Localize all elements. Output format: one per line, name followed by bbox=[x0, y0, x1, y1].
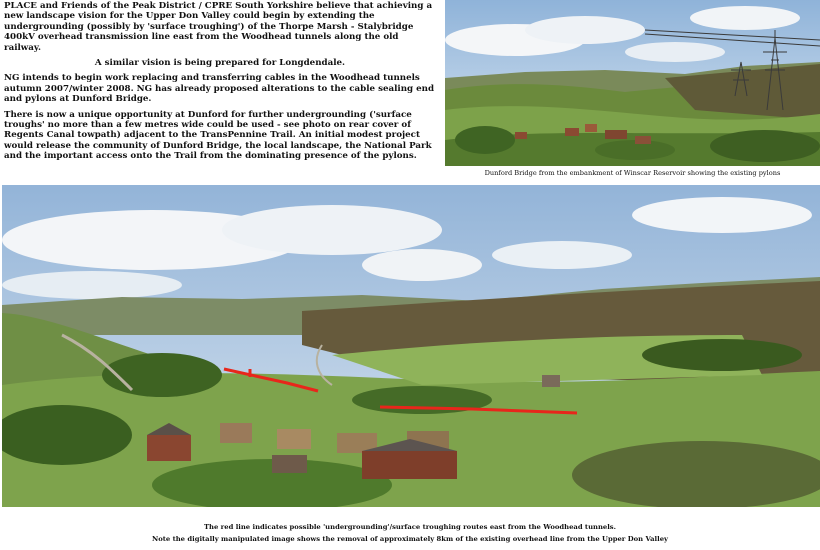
intro-paragraph-1: PLACE and Friends of the Peak District / CPRE South Yorkshire believe that achieving a new landscape vision for the Upper Don Valley could begin by extending the undergrounding (possibly by 'surface troughing') of the Thorpe Marsh - Stalybridge 400kV overhead transmission line east from the Woodhead tunnels along the old railway. bbox=[4, 1, 433, 53]
dunford-bridge-caption: Dunford Bridge from the embankment of Winscar Reservoir showing the existing pylons bbox=[484, 169, 781, 177]
footer-notes bbox=[0, 521, 820, 545]
upper-don-valley-panorama bbox=[2, 185, 820, 507]
footer-line-1: The red line indicates possible 'undergrounding'/surface troughing routes east from the Woodhead tunnels. bbox=[203, 523, 616, 531]
intro-paragraph-4: There is now a unique opportunity at Dunford for further undergrounding ('surface troughs' no more than a few metres wide could be used - see photo on rear cover of Regents Canal towpath) adjacent to the TransPennine Trail. An initial modest project would release the community of Dunford Bridge, the local landscape, the National Park and the important access onto the Trail from the dominating presence of the pylons. bbox=[4, 109, 432, 162]
dunford-bridge-photo bbox=[445, 0, 820, 166]
intro-paragraph-2: A similar vision is being prepared for Longdendale. bbox=[94, 58, 346, 69]
footer-line-2: Note the digitally manipulated image shows the removal of approximately 8km of the existing overhead line from the Upper Don Valley bbox=[152, 535, 668, 543]
intro-paragraph-3: NG intends to begin work replacing and transferring cables in the Woodhead tunnels autumn 2007/winter 2008. NG has already proposed alterations to the cable sealing end and pylons at Dunford Bridge. bbox=[4, 73, 435, 105]
intro-text bbox=[4, 1, 436, 167]
